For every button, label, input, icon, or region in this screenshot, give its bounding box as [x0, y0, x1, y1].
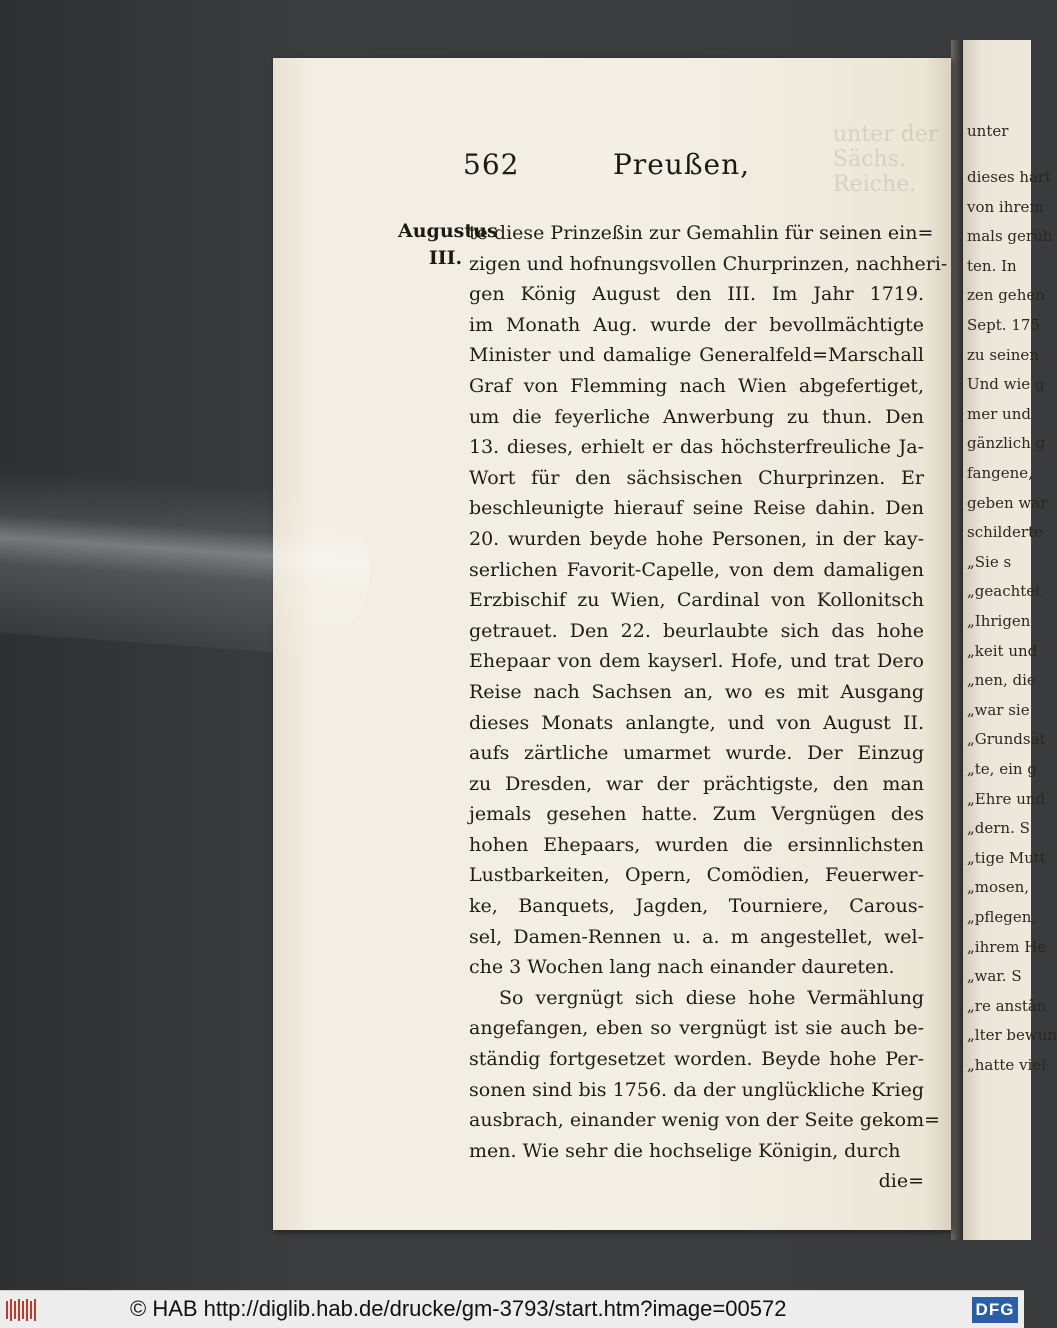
text-line: ausbrach, einander wenig von der Seite gekom= [469, 1109, 941, 1132]
next-page-line: „Grundsät [967, 730, 1046, 749]
next-page-line: fangene, [967, 464, 1033, 482]
text-line: sel, Damen-Rennen u. a. m angestellet, wel- [469, 925, 924, 948]
margin-note-line: Augustus [398, 220, 498, 242]
text-line: 13. dieses, erhielt er das höchsterfreuliche Ja- [469, 436, 924, 459]
text-line: zu Dresden, war der prächtigste, den man [469, 772, 924, 795]
next-page-line: geben war [967, 493, 1048, 512]
copyright-link[interactable]: © HAB http://diglib.hab.de/drucke/gm-3793/start.htm?image=00572 [130, 1296, 787, 1321]
text-line: te diese Prinzeßin zur Gemahlin für seinen ein= [469, 222, 934, 244]
text-line: zigen und hofnungsvollen Churprinzen, nachheri- [469, 252, 948, 275]
next-page-line: „war. S [967, 967, 1022, 986]
next-page-line: „lter bewun [967, 1026, 1057, 1045]
text-line: Reise nach Sachsen an, wo es mit Ausgang [469, 680, 924, 703]
next-page-line: zen gehen [967, 286, 1045, 305]
next-page-line: „mosen, [967, 878, 1030, 897]
text-line: serlichen Favorit-Capelle, von dem damaligen [469, 558, 924, 581]
text-line: 20. wurden beyde hohe Personen, in der kay- [469, 527, 924, 550]
next-page-line: „keit und [967, 641, 1038, 660]
next-page-line: „pflegen, [967, 908, 1037, 926]
next-page-line: unter [967, 122, 1009, 140]
text-line: Minister und damalige Generalfeld=Marschall [469, 344, 924, 367]
text-line: Graf von Flemming nach Wien abgefertiget, [469, 374, 924, 397]
text-line: sonen sind bis 1756. da der unglückliche Krieg [469, 1078, 924, 1101]
next-page-line: zu seinen [967, 345, 1039, 364]
text-line: hohen Ehepaars, wurden die ersinnlichsten [469, 833, 924, 856]
body-text [469, 218, 948, 1197]
next-page-line: „re anstän [967, 996, 1047, 1015]
text-line: Lustbarkeiten, Opern, Comödien, Feuerwer- [469, 864, 924, 887]
text-line: gen König August den III. Im Jahr 1719. [469, 283, 924, 306]
text-line: Ehepaar von dem kayserl. Hofe, und trat Dero [469, 650, 924, 673]
next-page-line: dieses hart [967, 168, 1052, 186]
text-line: ständig fortgesetzet worden. Beyde hohe Per- [469, 1048, 924, 1071]
next-page-line: gänzlich g [967, 434, 1046, 453]
page-gutter [951, 40, 963, 1240]
next-page-line: „Ihrigen [967, 612, 1031, 630]
next-page-line: „Ehre und [967, 789, 1046, 808]
text-line: ke, Banquets, Jagden, Tourniere, Carous- [469, 895, 924, 918]
running-title: Preußen, [613, 148, 751, 181]
next-page-line: „hatte viel [967, 1056, 1047, 1074]
next-page-line: „nen, die [967, 671, 1036, 690]
next-page-line: „ihrem He [967, 937, 1047, 956]
dfg-logo[interactable]: DFG [972, 1297, 1018, 1323]
text-line: men. Wie sehr die hochselige Königin, durch [469, 1139, 901, 1162]
book-page [273, 58, 951, 1230]
text-line: um die feyerliche Anwerbung zu thun. Den [469, 405, 924, 428]
next-page-line: „geachtet [967, 582, 1042, 601]
next-page-line: mals gerüh [967, 227, 1053, 246]
text-line: die= [878, 1170, 924, 1193]
margin-note-line: III. [428, 247, 463, 269]
next-page-line: „te, ein g [967, 760, 1037, 778]
next-page-line: „dern. S [967, 819, 1030, 838]
footer-bar [0, 1290, 1024, 1328]
text-line: Wort für den sächsischen Churprinzen. Er [469, 466, 924, 489]
next-page-line: „tige Mutt [967, 848, 1046, 867]
next-page-line: schilderte [967, 523, 1043, 542]
text-line: aufs zärtliche umarmet wurde. Der Einzug [469, 742, 924, 765]
next-page-line: Und wie g [967, 375, 1045, 394]
next-page-line: Sept. 175 [967, 316, 1040, 334]
next-page-line: „war sie [967, 700, 1030, 719]
text-line: angefangen, eben so vergnügt ist sie auch be- [469, 1017, 924, 1040]
text-line: beschleunigte hierauf seine Reise dahin. Den [469, 497, 924, 520]
next-page-line: mer und [967, 404, 1031, 423]
text-line: Erzbischif zu Wien, Cardinal von Kollonitsch [469, 589, 924, 612]
text-line: im Monath Aug. wurde der bevollmächtigte [469, 313, 924, 336]
text-line: getrauet. Den 22. beurlaubte sich das hohe [469, 619, 924, 642]
text-line: So vergnügt sich diese hohe Vermählung [499, 986, 924, 1009]
text-line: che 3 Wochen lang nach einander daureten. [469, 956, 895, 979]
text-line: dieses Monats anlangte, und von August II. [469, 711, 924, 734]
text-line: jemals gesehen hatte. Zum Vergnügen des [469, 803, 924, 826]
page-number: 562 [463, 148, 520, 181]
next-page-line: von ihrem [967, 197, 1044, 216]
next-page-line: „Sie s [967, 552, 1012, 571]
next-page-edge [961, 40, 1057, 1240]
bleed-through-text: unter der Sächs. Reiche. [833, 122, 939, 197]
next-page-line: ten. In [967, 256, 1017, 275]
hab-logo-icon [4, 1297, 40, 1323]
